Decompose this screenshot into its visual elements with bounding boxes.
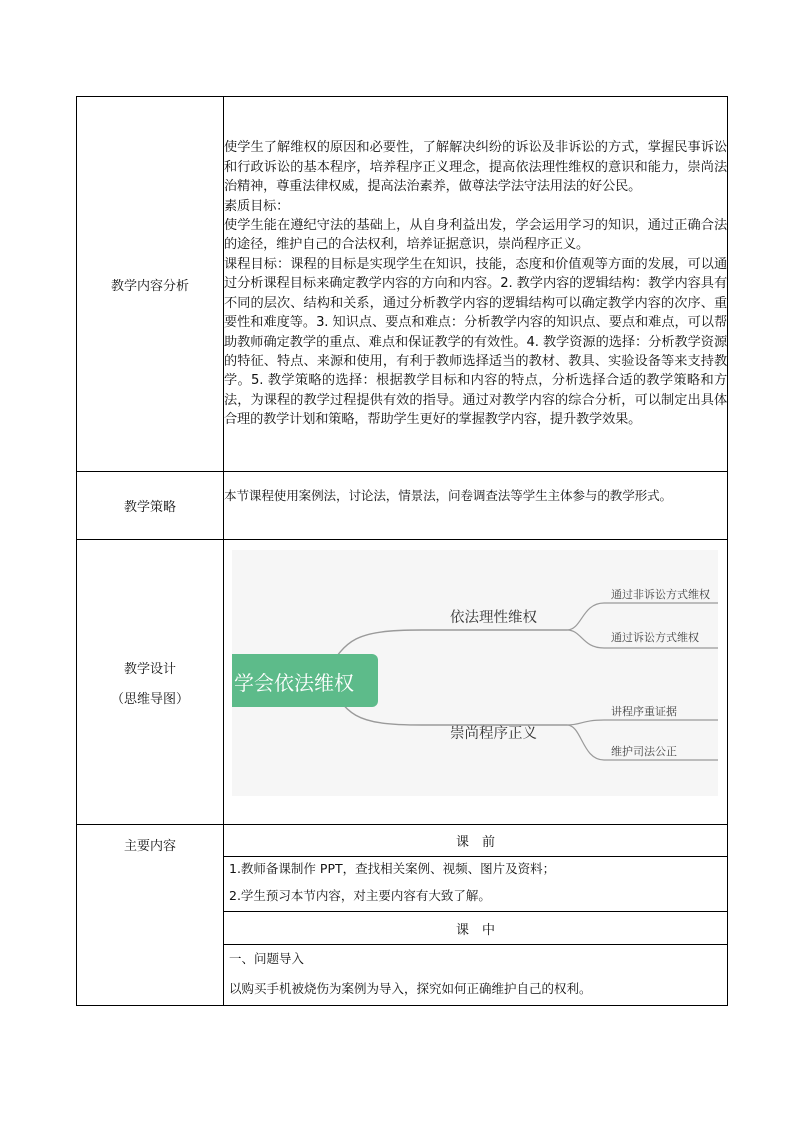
design-label: 教学设计: [123, 661, 176, 677]
content-paragraph: 素质目标：: [224, 198, 290, 214]
strategy-label: 教学策略: [77, 472, 224, 540]
content-paragraph: 使学生了解维权的原因和必要性，了解解决纠纷的诉讼及非诉讼的方式，掌握民事诉讼和行政诉讼的基本程序，培养程序正义理念，提高依法理性维权的意识和能力，崇尚法治精神，尊重法律权威，提高法治素养，做尊法学法守法用法的好公民。: [224, 140, 727, 195]
content-paragraph: 使学生能在遵纪守法的基础上，从自身利益出发，学会运用学习的知识，通过正确合法的途径，维护自己的合法权利，培养证据意识，崇尚程序正义。: [224, 218, 727, 253]
mindmap-leaf-label: 讲程序重证据: [611, 705, 677, 718]
content-analysis-label: 教学内容分析: [77, 97, 224, 472]
during-class-heading: 课 中: [224, 912, 728, 945]
before-item: 2.学生预习本节内容，对主要内容有大致了解。: [229, 888, 491, 903]
leaf-connector: [567, 720, 718, 725]
design-sublabel: （思维导图）: [110, 691, 189, 707]
before-class-heading: 课 前: [224, 825, 728, 857]
design-row: [77, 540, 728, 825]
mindmap-leaf-label: 维护司法公正: [611, 745, 677, 758]
main-content-label: 主要内容: [77, 825, 224, 1006]
mindmap-leaf-label: 通过非诉讼方式维权: [611, 588, 710, 601]
before-item: 1.教师备课制作 PPT，查找相关案例、视频、图片及资料；: [229, 861, 556, 876]
mindmap-root-label: 学会依法维权: [234, 671, 354, 695]
before-items-cell: [224, 857, 728, 912]
mindmap: [232, 550, 718, 796]
lesson-plan-table: [76, 96, 728, 1006]
mindmap-svg: [232, 550, 718, 796]
before-heading-row: [77, 825, 728, 857]
during-section-text: 以购买手机被烧伤为案例为导入，探究如何正确维护自己的权利。: [229, 981, 592, 996]
strategy-row: [77, 472, 728, 540]
mindmap-leaf-label: 通过诉讼方式维权: [611, 631, 699, 644]
content-analysis-row: [77, 97, 728, 472]
content-analysis-cell: [224, 97, 728, 472]
strategy-text: 本节课程使用案例法，讨论法，情景法，问卷调查法等学生主体参与的教学形式。: [224, 472, 728, 540]
content-paragraph: 课程目标：课程的目标是实现学生在知识，技能，态度和价值观等方面的发展，可以通过分析课程目标来确定教学内容的方向和内容。2. 教学内容的逻辑结构：教学内容具有不同的层次、结构和关系，通过分析教学内容的逻辑结构可以确定教学内容的次序、重要性和难度等。3. 知识点、要点和难点：分析教学内容的知识点、要点和难点，可以帮助教师确定教学的重点、难点和保证教学的有效性。4. 教学资源的选择：分析教学资源的特征、特点、来源和使用，有利于教师选择适当的教材、教具、实验设备等来支持教学。5. 教学策略的选择：根据教学目标和内容的特点，分析选择合适的教学策略和方法，为课程的教学过程提供有效的指导。通过对教学内容的综合分析，可以制定出具体合理的教学计划和策略，帮助学生更好的掌握教学内容，提升教学效果。: [224, 256, 727, 428]
lesson-plan-sheet: [76, 96, 727, 1006]
leaf-connector: [567, 603, 718, 630]
during-section-title: 一、问题导入: [229, 951, 305, 966]
mindmap-cell: [224, 540, 728, 825]
mindmap-branch-label: 崇尚程序正义: [450, 726, 537, 742]
during-body-cell: [224, 945, 728, 1006]
design-label-cell: [77, 540, 224, 825]
mindmap-branch-label: 依法理性维权: [450, 610, 537, 626]
